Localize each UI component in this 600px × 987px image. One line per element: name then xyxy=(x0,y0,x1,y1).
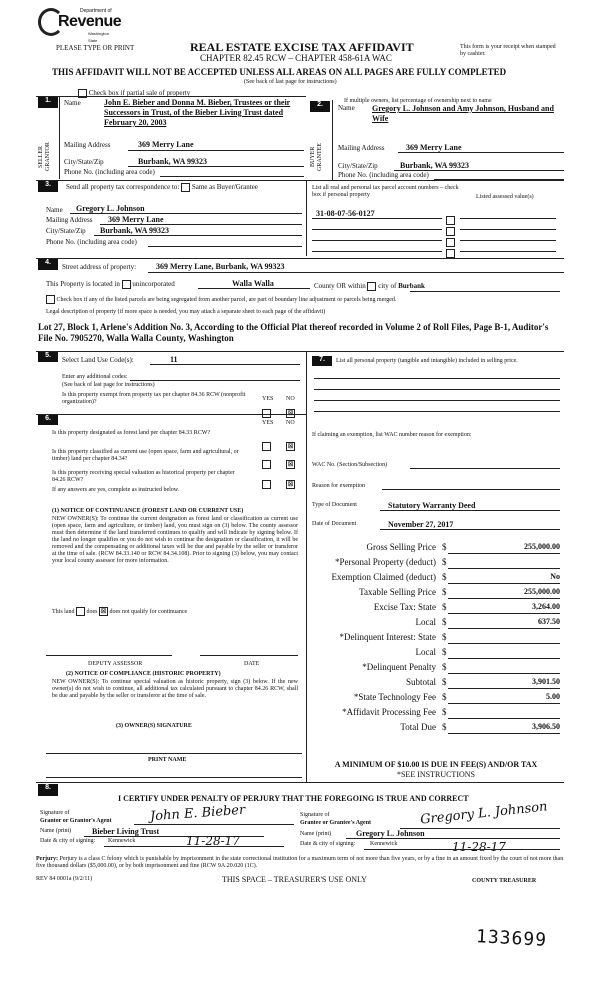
treasurer-space: THIS SPACE – TREASURER'S USE ONLY xyxy=(222,875,367,884)
county-name: Walla Walla xyxy=(232,279,274,288)
land-does-label: does xyxy=(86,608,98,615)
grantor-name: Bieber Living Trust xyxy=(92,827,160,836)
historic-no-checkbox[interactable]: ⊠ xyxy=(287,479,294,488)
city-name: Burbank xyxy=(398,282,425,291)
legal-label: Legal description of property (if more space is needed, you may attach a separate sheet to each page of the affidavit) xyxy=(46,309,326,315)
land-does-checkbox[interactable] xyxy=(76,607,85,616)
grantor-sig-label-2: Grantor or Grantor's Agent xyxy=(40,818,112,824)
city-of-label: city of xyxy=(378,282,397,291)
this-land-label: This land xyxy=(52,608,75,615)
wac-label: WAC No. (Section/Subsection) xyxy=(312,462,388,468)
grantee-signature: Gregory L. Johnson xyxy=(419,799,549,828)
handwritten-number: 133699 xyxy=(475,926,548,951)
buyer-name: Gregory L. Johnson and Amy Johnson, Husband and Wife xyxy=(372,104,554,123)
tax-row xyxy=(312,540,562,555)
seller-name-label: Name xyxy=(64,99,81,107)
s3-city-label: City/State/Zip xyxy=(46,227,86,235)
parcel-4-personal-checkbox[interactable] xyxy=(446,249,455,258)
personal-property-label: List all personal property (tangible and intangible) included in selling price. xyxy=(336,358,518,364)
currency-sign: $ xyxy=(442,692,447,702)
doc-type-label: Type of Document xyxy=(312,502,357,508)
grantor-name-label: Name (print) xyxy=(40,828,72,834)
seller-city-label: City/State/Zip xyxy=(64,158,104,166)
notice-2-body: NEW OWNER(S): To continue special valuation as historic property, sign (3) below. If the new owner(s) do not wish to continue, all additional tax calculated pursuant to chapter 84.26 RCW, shall be due and payable by the seller or transferor at the time of sale. xyxy=(52,679,298,699)
land-does-not-label: does not qualify for continuance xyxy=(109,608,188,615)
tax-row-label: *State Technology Fee xyxy=(353,692,436,702)
tax-row xyxy=(312,705,562,720)
see-back: (See back of last page for instructions) xyxy=(244,79,337,85)
currency-sign: $ xyxy=(442,677,447,687)
buyer-side-label: BUYER GRANTEE xyxy=(310,143,323,171)
form-title: REAL ESTATE EXCISE TAX AFFIDAVIT xyxy=(190,40,414,54)
grantee-date: 11-28-17 xyxy=(452,840,506,854)
correspondence-label: Send all property tax correspondence to: xyxy=(66,183,180,192)
tax-row-label: Gross Selling Price xyxy=(366,542,436,552)
minimum-due: A MINIMUM OF $10.00 IS DUE IN FEE(S) AND/OR TAX xyxy=(334,760,538,769)
exempt-question: Is this property exempt from property tax per chapter 84.36 RCW (nonprofit organization)? xyxy=(62,392,246,405)
buyer-name-label: Name xyxy=(338,104,355,112)
reason-label: Reason for exemption xyxy=(312,483,365,489)
street-address: 369 Merry Lane, Burbank, WA 99323 xyxy=(156,262,285,271)
this-land-row xyxy=(52,607,187,616)
partial-sale-label: Check box if partial sale of property xyxy=(88,89,191,98)
if-yes-note: If any answers are yes, complete as instructed below. xyxy=(52,487,180,493)
buyer-phone-label: Phone No. (including area code) xyxy=(338,171,429,179)
multiple-owners-note: If multiple owners, list percentage of ownership next to name xyxy=(344,98,492,104)
forest-no-checkbox[interactable]: ⊠ xyxy=(287,441,294,450)
tax-row xyxy=(312,600,562,615)
s5-yes: YES xyxy=(262,396,274,402)
seller-mailing: 369 Merry Lane xyxy=(138,140,194,149)
tax-row-value: 3,906.50 xyxy=(532,722,560,731)
grantee-city: Kennewick xyxy=(370,841,398,847)
please-type: PLEASE TYPE OR PRINT xyxy=(56,44,135,52)
county-or-row xyxy=(314,282,425,291)
tax-row-label: Excise Tax: State xyxy=(373,602,436,612)
s6-yes: YES xyxy=(262,420,274,426)
currency-sign: $ xyxy=(442,557,447,567)
current-use-no-checkbox[interactable]: ⊠ xyxy=(287,459,294,468)
doc-date-label: Date of Document xyxy=(312,521,357,527)
grantee-date-city-label: Date & city of signing: xyxy=(300,841,356,847)
s6-no: NO xyxy=(286,420,295,426)
tax-row-value: 3,264.00 xyxy=(532,602,560,611)
grantee-name: Gregory L. Johnson xyxy=(356,829,425,838)
tax-row-value: 255,000.00 xyxy=(524,587,560,596)
segregated-row xyxy=(46,295,396,304)
currency-sign: $ xyxy=(442,542,447,552)
assessed-header: Listed assessed value(s) xyxy=(476,194,534,200)
doc-type: Statutory Warranty Deed xyxy=(388,501,476,510)
tax-row-value: 637.50 xyxy=(538,617,560,626)
section-6-badge: 6. xyxy=(38,415,58,425)
street-label: Street address of property: xyxy=(62,263,137,271)
tax-row xyxy=(312,660,562,675)
currency-sign: $ xyxy=(442,587,447,597)
buyer-city-label: City/State/Zip xyxy=(338,162,378,170)
s3-name-label: Name xyxy=(46,206,63,214)
tax-row-label: Subtotal xyxy=(405,677,436,687)
same-as-buyer-label: Same as Buyer/Grantee xyxy=(191,183,258,192)
warning-text: THIS AFFIDAVIT WILL NOT BE ACCEPTED UNLESS ALL AREAS ON ALL PAGES ARE FULLY COMPLETED xyxy=(52,67,507,77)
additional-codes: Enter any additional codes: xyxy=(62,374,128,380)
notice-2-title: (2) NOTICE OF COMPLIANCE (HISTORIC PROPERTY) xyxy=(66,671,221,677)
currency-sign: $ xyxy=(442,602,447,612)
buyer-mailing: 369 Merry Lane xyxy=(406,143,462,152)
tax-row-value: 3,901.50 xyxy=(532,677,560,686)
currency-sign: $ xyxy=(442,632,447,642)
currency-sign: $ xyxy=(442,722,447,732)
buyer-city: Burbank, WA 99323 xyxy=(400,161,469,170)
same-as-buyer-checkbox[interactable] xyxy=(181,183,190,192)
currency-sign: $ xyxy=(442,647,447,657)
tax-row xyxy=(312,720,562,735)
grantor-date-city-label: Date & city of signing: xyxy=(40,838,96,844)
tax-row xyxy=(312,570,562,585)
exemption-label: If claiming an exemption, list WAC number reason for exemption: xyxy=(312,432,472,438)
deputy-date: DATE xyxy=(244,661,260,667)
perjury-text: Perjury is a class C felony which is punishable by imprisonment in the state correctional institution for a maximum term of not more than five years, or by a fine in an amount fixed by the court of not more than five thousand dollars ($5,000.00), or by both imprisonment and fine (RCW 9A.20.020 (1C). xyxy=(36,856,564,869)
grantor-city: Kennewick xyxy=(108,838,136,844)
tax-row xyxy=(312,690,562,705)
tax-row-label: Local xyxy=(415,617,436,627)
print-name-label: PRINT NAME xyxy=(148,757,187,763)
tax-row xyxy=(312,630,562,645)
located-row xyxy=(46,280,175,289)
dor-logo xyxy=(38,8,122,43)
section-1-badge: 1. xyxy=(38,97,58,108)
perjury-label: Perjury: xyxy=(36,856,58,862)
tax-row xyxy=(312,555,562,570)
tax-row-label: *Delinquent Penalty xyxy=(362,662,436,672)
s3-mailing-label: Mailing Address xyxy=(46,216,93,224)
tax-rows xyxy=(312,540,562,735)
located-label: This Property is located in xyxy=(46,280,120,289)
tax-row-label: Local xyxy=(415,647,436,657)
section-2-badge: 2. xyxy=(310,101,330,112)
notice-1-body: NEW OWNER(S): To continue the current designation as forest land or classification as current use (open space, farm and agriculture, or timber) land, you must sign on (3) below. The county assessor must then determine if the land transferred continues to qualify and will indicate by signing below. If the land no longer qualifies or you do not wish to continue the designation or classification, it will be removed and the compensating or additional taxes will be due and payable by the seller or transferor at the time of sale. (RCW 84.33.140 or RCW 84.34.108). Prior to signing (3) below, you may contact your local county assessor for more information. xyxy=(52,516,298,564)
unincorporated-label: unincorporated xyxy=(132,280,175,289)
exempt-no-checkbox[interactable]: ⊠ xyxy=(287,408,294,417)
buyer-mailing-label: Mailing Address xyxy=(338,144,385,152)
q-historic: Is this property receiving special valuation as historical property per chapter 84.26 RCW? xyxy=(52,470,235,483)
unincorporated-checkbox[interactable] xyxy=(122,280,131,289)
land-use-code: 11 xyxy=(170,355,178,364)
doc-date: November 27, 2017 xyxy=(388,520,454,529)
tax-row-label: *Affidavit Processing Fee xyxy=(342,707,436,717)
s5-no: NO xyxy=(286,396,295,402)
notice-1-title: (1) NOTICE OF CONTINUANCE (FOREST LAND OR CURRENT USE) xyxy=(52,508,244,514)
seller-phone-label: Phone No. (including area code) xyxy=(64,168,155,176)
currency-sign: $ xyxy=(442,707,447,717)
city-of-checkbox[interactable] xyxy=(367,282,376,291)
grantee-name-label: Name (print) xyxy=(300,831,332,837)
tax-row-label: *Personal Property (deduct) xyxy=(335,557,436,567)
tax-row-value: No xyxy=(550,572,560,581)
historic-yes-checkbox[interactable] xyxy=(262,480,271,489)
logo-state-text: Washington State xyxy=(88,31,109,43)
logo-main-text: Revenue xyxy=(58,13,122,30)
grantee-sig-label-1: Signature of xyxy=(300,812,330,818)
form-subtitle: CHAPTER 82.45 RCW – CHAPTER 458-61A WAC xyxy=(200,53,392,63)
deputy-assessor: DEPUTY ASSESSOR xyxy=(88,661,143,667)
logo-top-text: Department of xyxy=(80,8,112,14)
s3-mailing: 369 Merry Lane xyxy=(108,215,164,224)
seller-name: John E. Bieber and Donna M. Bieber, Trustees or their Successors in Trust, of the Bieber Living Trust dated February 20, 2003 xyxy=(104,98,291,127)
tax-row xyxy=(312,645,562,660)
grantee-sig-label-2: Grantee or Grantee's Agent xyxy=(300,820,372,826)
parcel-number: 31-08-07-56-0127 xyxy=(316,209,375,218)
tax-row-label: *Delinquent Interest: State xyxy=(339,632,436,642)
segregated-checkbox[interactable] xyxy=(46,295,55,304)
q-forest: Is this property designated as forest land per chapter 84.33 RCW? xyxy=(52,430,211,436)
section-3-title xyxy=(66,183,258,192)
grantor-signature: John E. Bieber xyxy=(149,802,246,825)
tax-row-value: 5.00 xyxy=(546,692,560,701)
owner-signature-label: (3) OWNER(S) SIGNATURE xyxy=(116,723,192,729)
rev-number: REV 84 0001a (9/2/11) xyxy=(36,876,93,882)
parcel-header: List all real and personal tax parcel account numbers – check box if personal property xyxy=(312,185,459,198)
tax-row-label: Taxable Selling Price xyxy=(359,587,436,597)
section-5-badge: 5. xyxy=(38,352,58,362)
section-4-badge: 4. xyxy=(38,259,58,270)
legal-description: Lot 27, Block 1, Arlene's Addition No. 3, According to the Official Plat thereof recorded in Volume 2 of Roll Files, Page B-1, Auditor's File No. 7905270, Walla Walla County, Washington xyxy=(38,322,549,343)
seller-mailing-label: Mailing Address xyxy=(64,141,111,149)
s3-name: Gregory L. Johnson xyxy=(76,204,145,213)
section-7-badge: 7. xyxy=(312,356,332,366)
grantor-sig-label-1: Signature of xyxy=(40,810,70,816)
tax-row-value: 255,000.00 xyxy=(524,542,560,551)
s3-city: Burbank, WA 99323 xyxy=(100,226,169,235)
seller-city: Burbank, WA 99323 xyxy=(138,157,207,166)
section-8-badge: 8. xyxy=(38,784,58,796)
tax-row xyxy=(312,615,562,630)
tax-row-label: Total Due xyxy=(400,722,436,732)
land-does-not-checkbox[interactable]: ⊠ xyxy=(100,607,107,615)
tax-row xyxy=(312,675,562,690)
grantor-date: 11-28-17 xyxy=(186,834,240,848)
county-treasurer: COUNTY TREASURER xyxy=(472,878,537,884)
current-use-yes-checkbox[interactable] xyxy=(262,460,271,469)
q-current-use: Is this property classified as current use (open space, farm and agricultural, or timber) land per chapter 84.34? xyxy=(52,449,239,462)
certify-statement: I CERTIFY UNDER PENALTY OF PERJURY THAT THE FOREGOING IS TRUE AND CORRECT xyxy=(118,794,469,803)
section-3-badge: 3. xyxy=(38,181,58,192)
county-or-label: County OR within xyxy=(314,282,366,291)
receipt-note: This form is your receipt when stamped by cashier. xyxy=(460,44,556,57)
segregated-label: Check box if any of the listed parcels are being segregated from another parcel, are part of boundary line adjustment or parcels being merged. xyxy=(56,296,397,303)
seller-side-label: SELLER GRANTOR xyxy=(38,142,51,172)
forest-yes-checkbox[interactable] xyxy=(262,442,271,451)
currency-sign: $ xyxy=(442,662,447,672)
currency-sign: $ xyxy=(442,617,447,627)
currency-sign: $ xyxy=(442,572,447,582)
s5-see-back: (See back of last page for instructions) xyxy=(62,382,155,388)
perjury-notice xyxy=(36,856,564,870)
tax-row xyxy=(312,585,562,600)
tax-row-label: Exemption Claimed (deduct) xyxy=(331,572,436,582)
s3-phone-label: Phone No. (including area code) xyxy=(46,238,137,246)
see-instructions: *SEE INSTRUCTIONS xyxy=(396,770,475,779)
land-use-label: Select Land Use Code(s): xyxy=(62,356,134,364)
